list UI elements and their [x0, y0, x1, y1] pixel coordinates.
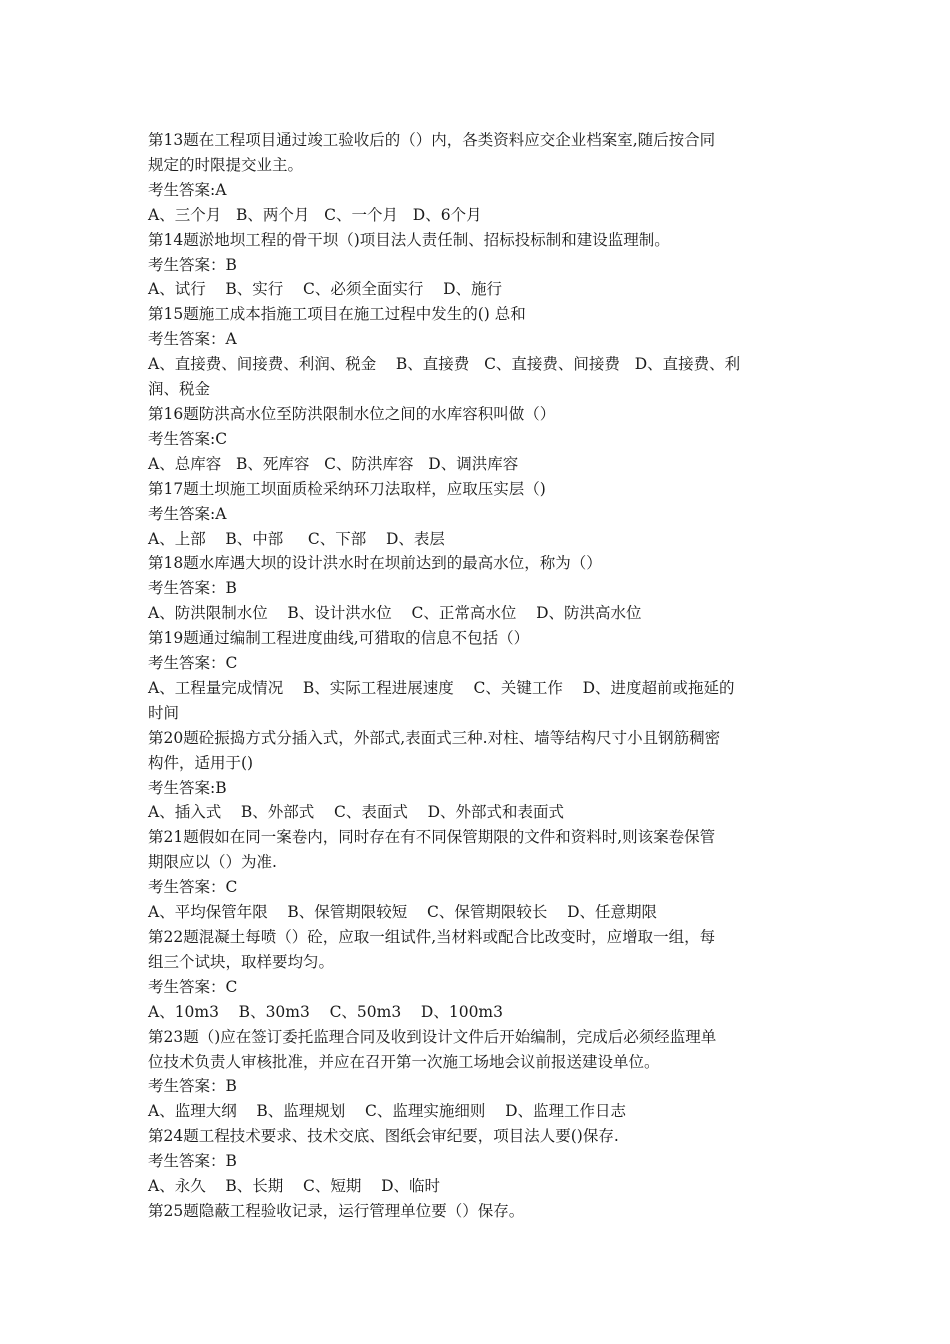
q19-options-line-1: A、工程量完成情况 B、实际工程进展速度 C、关键工作 D、进度超前或拖延的 [148, 678, 735, 697]
q21-text-line-2: 期限应以（）为准. [148, 853, 277, 872]
q15-options-line-2: 润、税金 [148, 380, 211, 399]
q22-answer: 考生答案：C [148, 977, 238, 996]
q17-answer: 考生答案:A [148, 504, 227, 523]
q16-options: A、总库容 B、死库容 C、防洪库容 D、调洪库容 [148, 454, 519, 473]
q24-answer: 考生答案：B [148, 1152, 237, 1171]
q13-text-line-1: 第13题在工程项目通过竣工验收后的（）内，各类资料应交企业档案室,随后按合同 [148, 131, 716, 149]
q23-text-line-1: 第23题（)应在签订委托监理合同及收到设计文件后开始编制，完成后必须经监理单 [148, 1027, 717, 1046]
q20-text-line-2: 构件，适用于() [148, 753, 254, 772]
document-page [148, 128, 788, 1224]
q22-text-line-1: 第22题混凝土每喷（）砼，应取一组试件,当材料或配合比改变时，应增取一组，每 [148, 928, 716, 946]
q15-answer: 考生答案：A [148, 330, 237, 349]
q17-options: A、上部 B、中部 C、下部 D、表层 [148, 529, 445, 548]
q16-answer: 考生答案:C [148, 429, 228, 448]
q16-text: 第16题防洪高水位至防洪限制水位之间的水库容积叫做（） [148, 404, 556, 423]
q19-options-line-2: 时间 [148, 703, 180, 722]
q15-text: 第15题施工成本指施工项目在施工过程中发生的() 总和 [148, 305, 526, 324]
q23-answer: 考生答案：B [148, 1077, 237, 1096]
q14-answer: 考生答案：B [148, 255, 237, 274]
q13-options: A、三个月 B、两个月 C、一个月 D、6个月 [148, 205, 482, 224]
q21-options: A、平均保管年限 B、保管期限较短 C、保管期限较长 D、任意期限 [148, 903, 657, 922]
q19-text: 第19题通过编制工程进度曲线,可猎取的信息不包括（） [148, 629, 530, 648]
q22-text-line-2: 组三个试块，取样要均匀。 [148, 952, 335, 971]
q20-options: A、插入式 B、外部式 C、表面式 D、外部式和表面式 [148, 803, 564, 822]
q21-answer: 考生答案：C [148, 878, 238, 897]
q15-options-line-1: A、直接费、间接费、利润、税金 B、直接费 C、直接费、间接费 D、直接费、利 [148, 355, 741, 374]
q22-options: A、10m3 B、30m3 C、50m3 D、100m3 [148, 1002, 503, 1021]
q21-text-line-1: 第21题假如在同一案卷内，同时存在有不同保管期限的文件和资料时,则该案卷保管 [148, 828, 716, 847]
q20-answer: 考生答案:B [148, 778, 227, 797]
q23-options: A、监理大纲 B、监理规划 C、监理实施细则 D、监理工作日志 [148, 1102, 626, 1121]
q24-text: 第24题工程技术要求、技术交底、图纸会审纪要，项目法人要()保存. [148, 1127, 619, 1146]
q25-text: 第25题隐蔽工程验收记录，运行管理单位要（）保存。 [148, 1201, 525, 1220]
q14-options: A、试行 B、实行 C、必须全面实行 D、施行 [148, 280, 502, 299]
q18-text: 第18题水库遇大坝的设计洪水时在坝前达到的最高水位，称为（） [148, 554, 602, 573]
q13-text-line-2: 规定的时限提交业主。 [148, 155, 304, 174]
q19-answer: 考生答案：C [148, 654, 238, 673]
q14-text: 第14题淤地坝工程的骨干坝（)项目法人责任制、招标投标制和建设监理制。 [148, 230, 670, 249]
q17-text: 第17题土坝施工坝面质检采纳环刀法取样，应取压实层（) [148, 479, 546, 498]
q18-answer: 考生答案：B [148, 579, 237, 598]
q23-text-line-2: 位技术负责人审核批准，并应在召开第一次施工场地会议前报送建设单位。 [148, 1052, 660, 1071]
q24-options: A、永久 B、长期 C、短期 D、临时 [148, 1177, 440, 1196]
q13-answer: 考生答案:A [148, 180, 227, 199]
q20-text-line-1: 第20题砼振捣方式分插入式，外部式,表面式三种.对柱、墙等结构尺寸小且钢筋稠密 [148, 728, 721, 747]
q18-options: A、防洪限制水位 B、设计洪水位 C、正常高水位 D、防洪高水位 [148, 604, 642, 623]
